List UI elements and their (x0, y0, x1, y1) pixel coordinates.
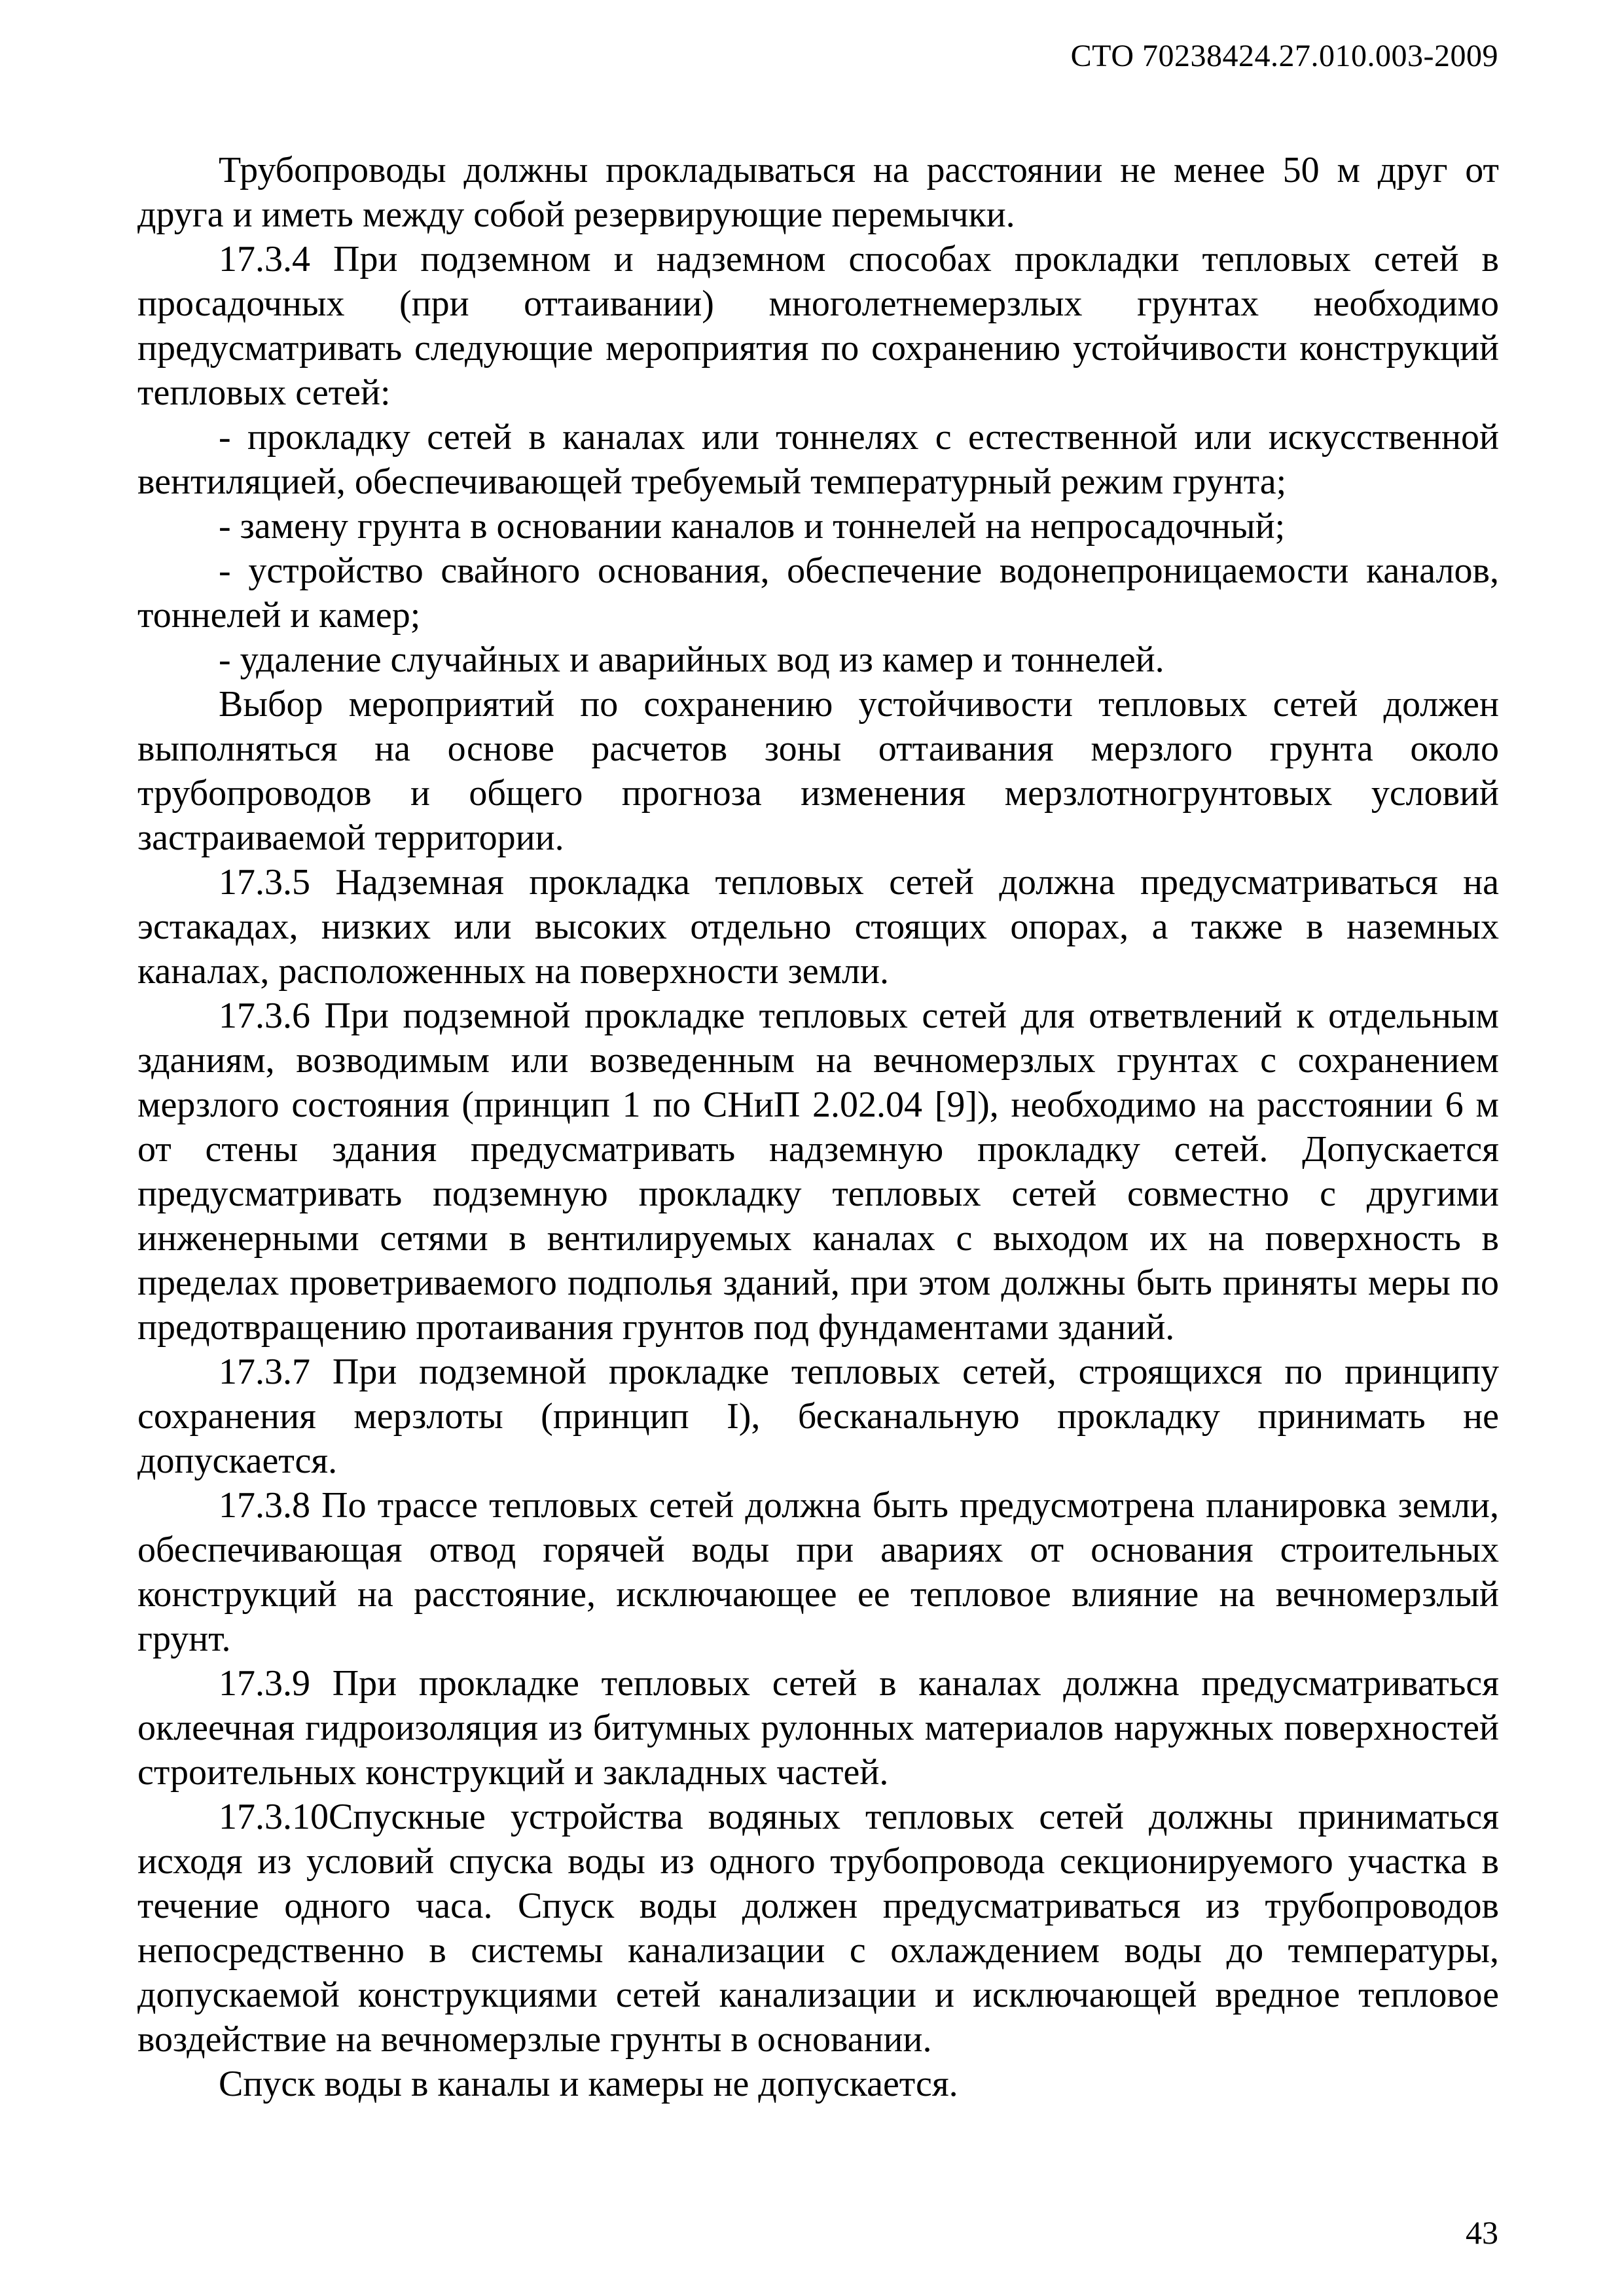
list-item: - прокладку сетей в каналах или тоннелях с естественной или искусственной вентиляцией, обеспечивающей требуемый температурный режим грунта; (137, 417, 1499, 502)
paragraph-17-3-7: 17.3.7 При подземной прокладке тепловых сетей, строящихся по принципу сохранения мерзлоты (принцип I), бесканальную прокладку принимать не допускается. (137, 1352, 1499, 1481)
list-item: - замену грунта в основании каналов и тоннелей на непросадочный; (219, 506, 1286, 547)
paragraph: Трубопроводы должны прокладываться на расстоянии не менее 50 м друг от друга и иметь между собой резервирующие перемычки. (137, 150, 1499, 235)
paragraph-17-3-8: 17.3.8 По трассе тепловых сетей должна быть предусмотрена планировка земли, обеспечивающая отвод горячей воды при авариях от основания строительных конструкций на расстояние, исключающее ее тепловое влияние на вечномерзлый грунт. (137, 1485, 1499, 1659)
paragraph-17-3-6: 17.3.6 При подземной прокладке тепловых сетей для ответвлений к отдельным зданиям, возводимым или возведенным на вечномерзлых грунтах с сохранением мерзлого состояния (принцип 1 по СНиП 2.02.04 [9]), необходимо на расстоянии 6 м от стены здания предусматривать надземную прокладку сетей. Допускается предусматривать подземную прокладку тепловых сетей совместно с другими инженерными сетями в вентилируемых каналах с выходом их на поверхность в пределах проветриваемого подполья зданий, при этом должны быть приняты меры по предотвращению протаивания грунтов под фундаментами зданий. (137, 996, 1499, 1348)
list-item: - удаление случайных и аварийных вод из камер и тоннелей. (219, 639, 1164, 680)
list-item: - устройство свайного основания, обеспечение водонепроницаемости каналов, тоннелей и камер; (137, 550, 1499, 636)
paragraph: Спуск воды в каналы и камеры не допускается. (219, 2064, 958, 2104)
paragraph-17-3-10: 17.3.10Спускные устройства водяных тепловых сетей должны приниматься исходя из условий спуска воды из одного трубопровода секционируемого участка в течение одного часа. Спуск воды должен предусматриваться из трубопроводов непосредственно в системы канализации с охлаждением воды до температуры, допускаемой конструкциями сетей канализации и исключающей вредное тепловое воздействие на вечномерзлые грунты в основании. (137, 1797, 1499, 2060)
paragraph: Выбор мероприятий по сохранению устойчивости тепловых сетей должен выполняться на основе расчетов зоны оттаивания мерзлого грунта около трубопроводов и общего прогноза изменения мерзлотногрунтовых условий застраиваемой территории. (137, 684, 1499, 858)
paragraph-17-3-4: 17.3.4 При подземном и надземном способах прокладки тепловых сетей в просадочных (при оттаивании) многолетнемерзлых грунтах необходимо предусматривать следующие мероприятия по сохранению устойчивости конструкций тепловых сетей: (137, 239, 1499, 413)
document-body (137, 148, 1499, 2106)
paragraph-17-3-5: 17.3.5 Надземная прокладка тепловых сетей должна предусматриваться на эстакадах, низких или высоких отдельно стоящих опорах, а также в наземных каналах, расположенных на поверхности земли. (137, 862, 1499, 992)
paragraph-17-3-9: 17.3.9 При прокладке тепловых сетей в каналах должна предусматриваться оклеечная гидроизоляция из битумных рулонных материалов наружных поверхностей строительных конструкций и закладных частей. (137, 1663, 1499, 1793)
page-number: 43 (1466, 2214, 1498, 2251)
document-code: СТО 70238424.27.010.003-2009 (1070, 39, 1498, 73)
